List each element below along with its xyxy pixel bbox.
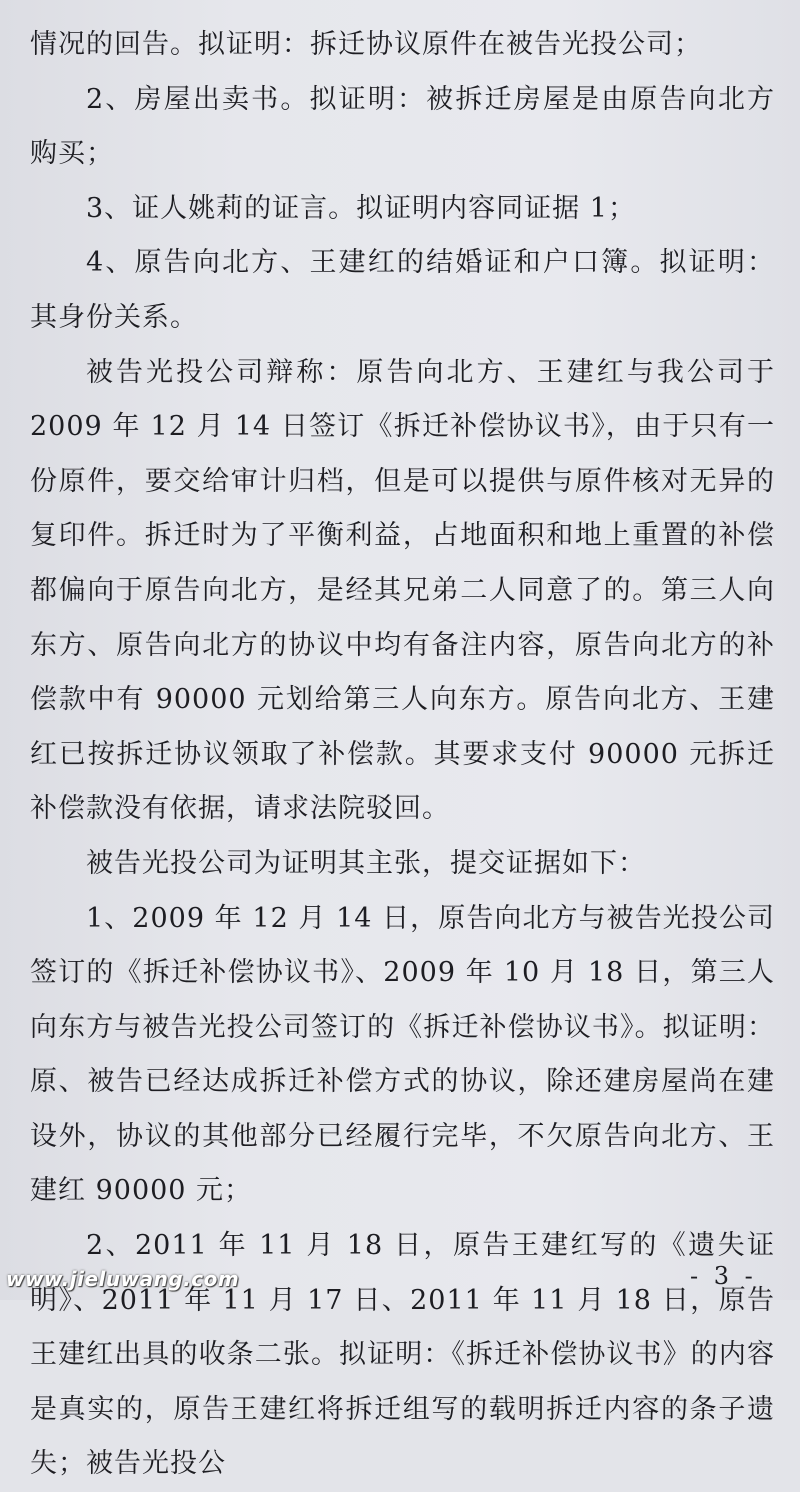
page-number: - 3 - xyxy=(690,1262,757,1290)
paragraph-evidence-intro: 被告光投公司为证明其主张，提交证据如下： xyxy=(86,847,646,879)
site-watermark: www.jieluwang.com xyxy=(6,1267,240,1291)
paragraph-evidence-2: 2、房屋出卖书。拟证明：被拆迁房屋是由原告向北方购买； xyxy=(30,83,775,170)
paragraph-evidence-3: 3、证人姚莉的证言。拟证明内容同证据 1； xyxy=(86,192,636,224)
paragraph-defense-evidence-1: 1、2009 年 12 月 14 日，原告向北方与被告光投公司签订的《拆迁补偿协议书》、2009 年 10 月 18 日，第三人向东方与被告光投公司签订的《拆迁补偿协议书》。拟证明：原、被告已经达成拆迁补偿方式的协议，除还建房屋尚在建设外，协议的其他部分已经履行完毕，不欠原告向北方、王建红 90000 元； xyxy=(30,902,775,1207)
paragraph-evidence-4: 4、原告向北方、王建红的结婚证和户口簿。拟证明：其身份关系。 xyxy=(30,247,775,333)
paragraph-continuation: 情况的回告。拟证明：拆迁协议原件在被告光投公司； xyxy=(30,29,702,60)
paragraph-defense-evidence-2: 2、2011 年 11 月 18 日，原告王建红写的《遗失证明》、2011 年 11 月 17 日、2011 年 11 月 18 日，原告王建红出具的收条二张。拟证明：《拆迁补偿协议书》的内容是真实的，原告王建红将拆迁组写的载明拆迁内容的条子遗失；被告光投公 xyxy=(30,1230,775,1480)
paragraph-defense: 被告光投公司辩称：原告向北方、王建红与我公司于 2009 年 12 月 14 日签订《拆迁补偿协议书》，由于只有一份原件，要交给审计归档，但是可以提供与原件核对无异的复印件。拆迁时为了平衡利益，占地面积和地上重置的补偿都偏向于原告向北方，是经其兄弟二人同意了的。第三人向东方、原告向北方的协议中均有备注内容，原告向北方的补偿款中有 90000 元划给第三人向东方。原告向北方、王建红已按拆迁协议领取了补偿款。其要求支付 90000 元拆迁补偿款没有依据，请求法院驳回。 xyxy=(30,356,775,825)
